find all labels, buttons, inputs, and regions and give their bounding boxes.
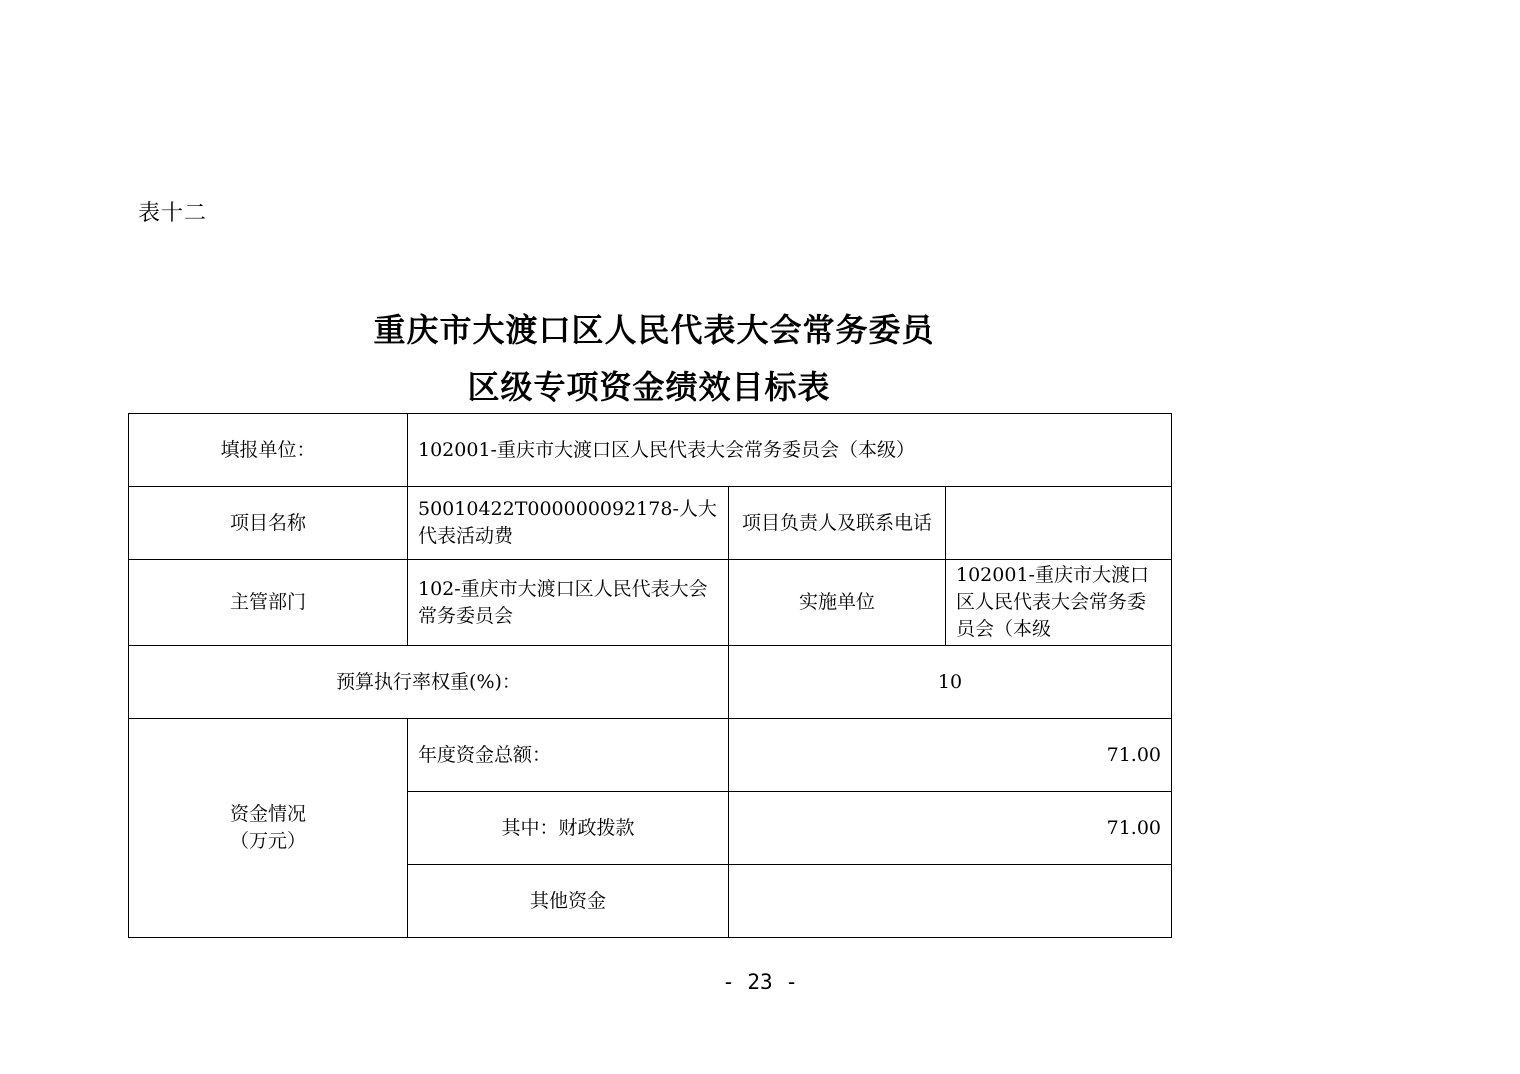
performance-goal-table: [128, 413, 1172, 938]
department-value: 102-重庆市大渡口区人民代表大会常务委员会: [408, 560, 729, 646]
table-row: [129, 414, 1172, 487]
implementing-unit-value: 102001-重庆市大渡口区人民代表大会常务委员会（本级: [946, 560, 1172, 646]
fiscal-funding-label: 其中：财政拨款: [408, 792, 729, 865]
annual-total-label: 年度资金总额：: [408, 719, 729, 792]
implementing-unit-label: 实施单位: [729, 560, 946, 646]
table-row: [129, 719, 1172, 792]
budget-weight-label: 预算执行率权重(%)：: [129, 646, 729, 719]
department-label: 主管部门: [129, 560, 408, 646]
page-number: - 23 -: [722, 970, 798, 994]
table-row: [129, 646, 1172, 719]
table-row: [129, 560, 1172, 646]
project-name-value: 50010422T000000092178-人大代表活动费: [408, 487, 729, 560]
page-title-line-1: 重庆市大渡口区人民代表大会常务委员: [373, 311, 935, 349]
page-title-line-2: 区级专项资金绩效目标表: [467, 368, 831, 406]
reporting-unit-value: 102001-重庆市大渡口区人民代表大会常务委员会（本级）: [408, 414, 1172, 487]
project-name-label: 项目名称: [129, 487, 408, 560]
funding-label-line-2: （万元）: [229, 830, 306, 852]
reporting-unit-label: 填报单位：: [129, 414, 408, 487]
budget-weight-value: 10: [729, 646, 1172, 719]
other-funding-label: 其他资金: [408, 865, 729, 938]
table-label: 表十二: [138, 201, 208, 226]
funding-label-line-1: 资金情况: [229, 803, 306, 825]
other-funding-value: [729, 865, 1172, 938]
annual-total-value: 71.00: [729, 719, 1172, 792]
project-lead-label: 项目负责人及联系电话: [729, 487, 946, 560]
fiscal-funding-value: 71.00: [729, 792, 1172, 865]
table-row: [129, 487, 1172, 560]
funding-label: [129, 719, 408, 938]
project-lead-value: [946, 487, 1172, 560]
